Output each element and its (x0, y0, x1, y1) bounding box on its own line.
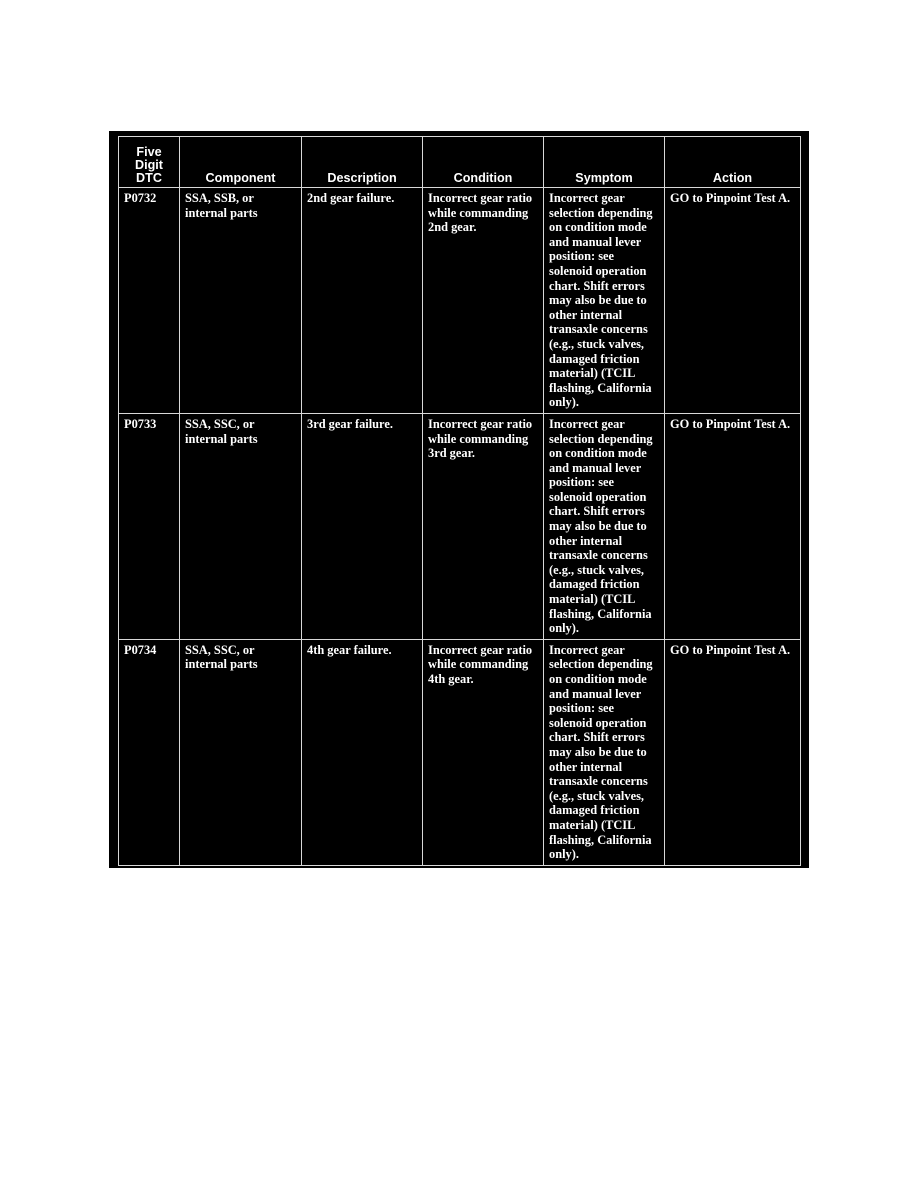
symptom-cell: Incorrect gear selection depending on condition mode and manual lever position: see solenoid operation chart. Shift errors may also be due to other internal transaxle concerns (e.g., stuck valves, damaged friction material) (TCIL flashing, California only). (544, 413, 665, 639)
dtc-code-cell: P0732 (119, 188, 180, 414)
component-cell: SSA, SSC, or internal parts (180, 413, 302, 639)
action-cell: GO to Pinpoint Test A. (665, 188, 801, 414)
header-component: Component (180, 137, 302, 188)
header-condition: Condition (423, 137, 544, 188)
action-cell: GO to Pinpoint Test A. (665, 639, 801, 865)
component-cell: SSA, SSC, or internal parts (180, 639, 302, 865)
table-row (119, 188, 801, 414)
table-header-row (119, 137, 801, 188)
component-cell: SSA, SSB, or internal parts (180, 188, 302, 414)
dtc-code-cell: P0733 (119, 413, 180, 639)
header-action: Action (665, 137, 801, 188)
dtc-code-cell: P0734 (119, 639, 180, 865)
header-five-digit-dtc: Five Digit DTC (119, 137, 180, 188)
condition-cell: Incorrect gear ratio while commanding 2nd gear. (423, 188, 544, 414)
symptom-cell: Incorrect gear selection depending on condition mode and manual lever position: see solenoid operation chart. Shift errors may also be due to other internal transaxle concerns (e.g., stuck valves, damaged friction material) (TCIL flashing, California only). (544, 639, 665, 865)
symptom-cell: Incorrect gear selection depending on condition mode and manual lever position: see solenoid operation chart. Shift errors may also be due to other internal transaxle concerns (e.g., stuck valves, damaged friction material) (TCIL flashing, California only). (544, 188, 665, 414)
table-row (119, 639, 801, 865)
description-cell: 3rd gear failure. (302, 413, 423, 639)
action-cell: GO to Pinpoint Test A. (665, 413, 801, 639)
header-description: Description (302, 137, 423, 188)
header-symptom: Symptom (544, 137, 665, 188)
condition-cell: Incorrect gear ratio while commanding 3rd gear. (423, 413, 544, 639)
condition-cell: Incorrect gear ratio while commanding 4th gear. (423, 639, 544, 865)
dtc-table-container (109, 131, 809, 868)
description-cell: 4th gear failure. (302, 639, 423, 865)
description-cell: 2nd gear failure. (302, 188, 423, 414)
dtc-table (118, 136, 801, 866)
table-row (119, 413, 801, 639)
